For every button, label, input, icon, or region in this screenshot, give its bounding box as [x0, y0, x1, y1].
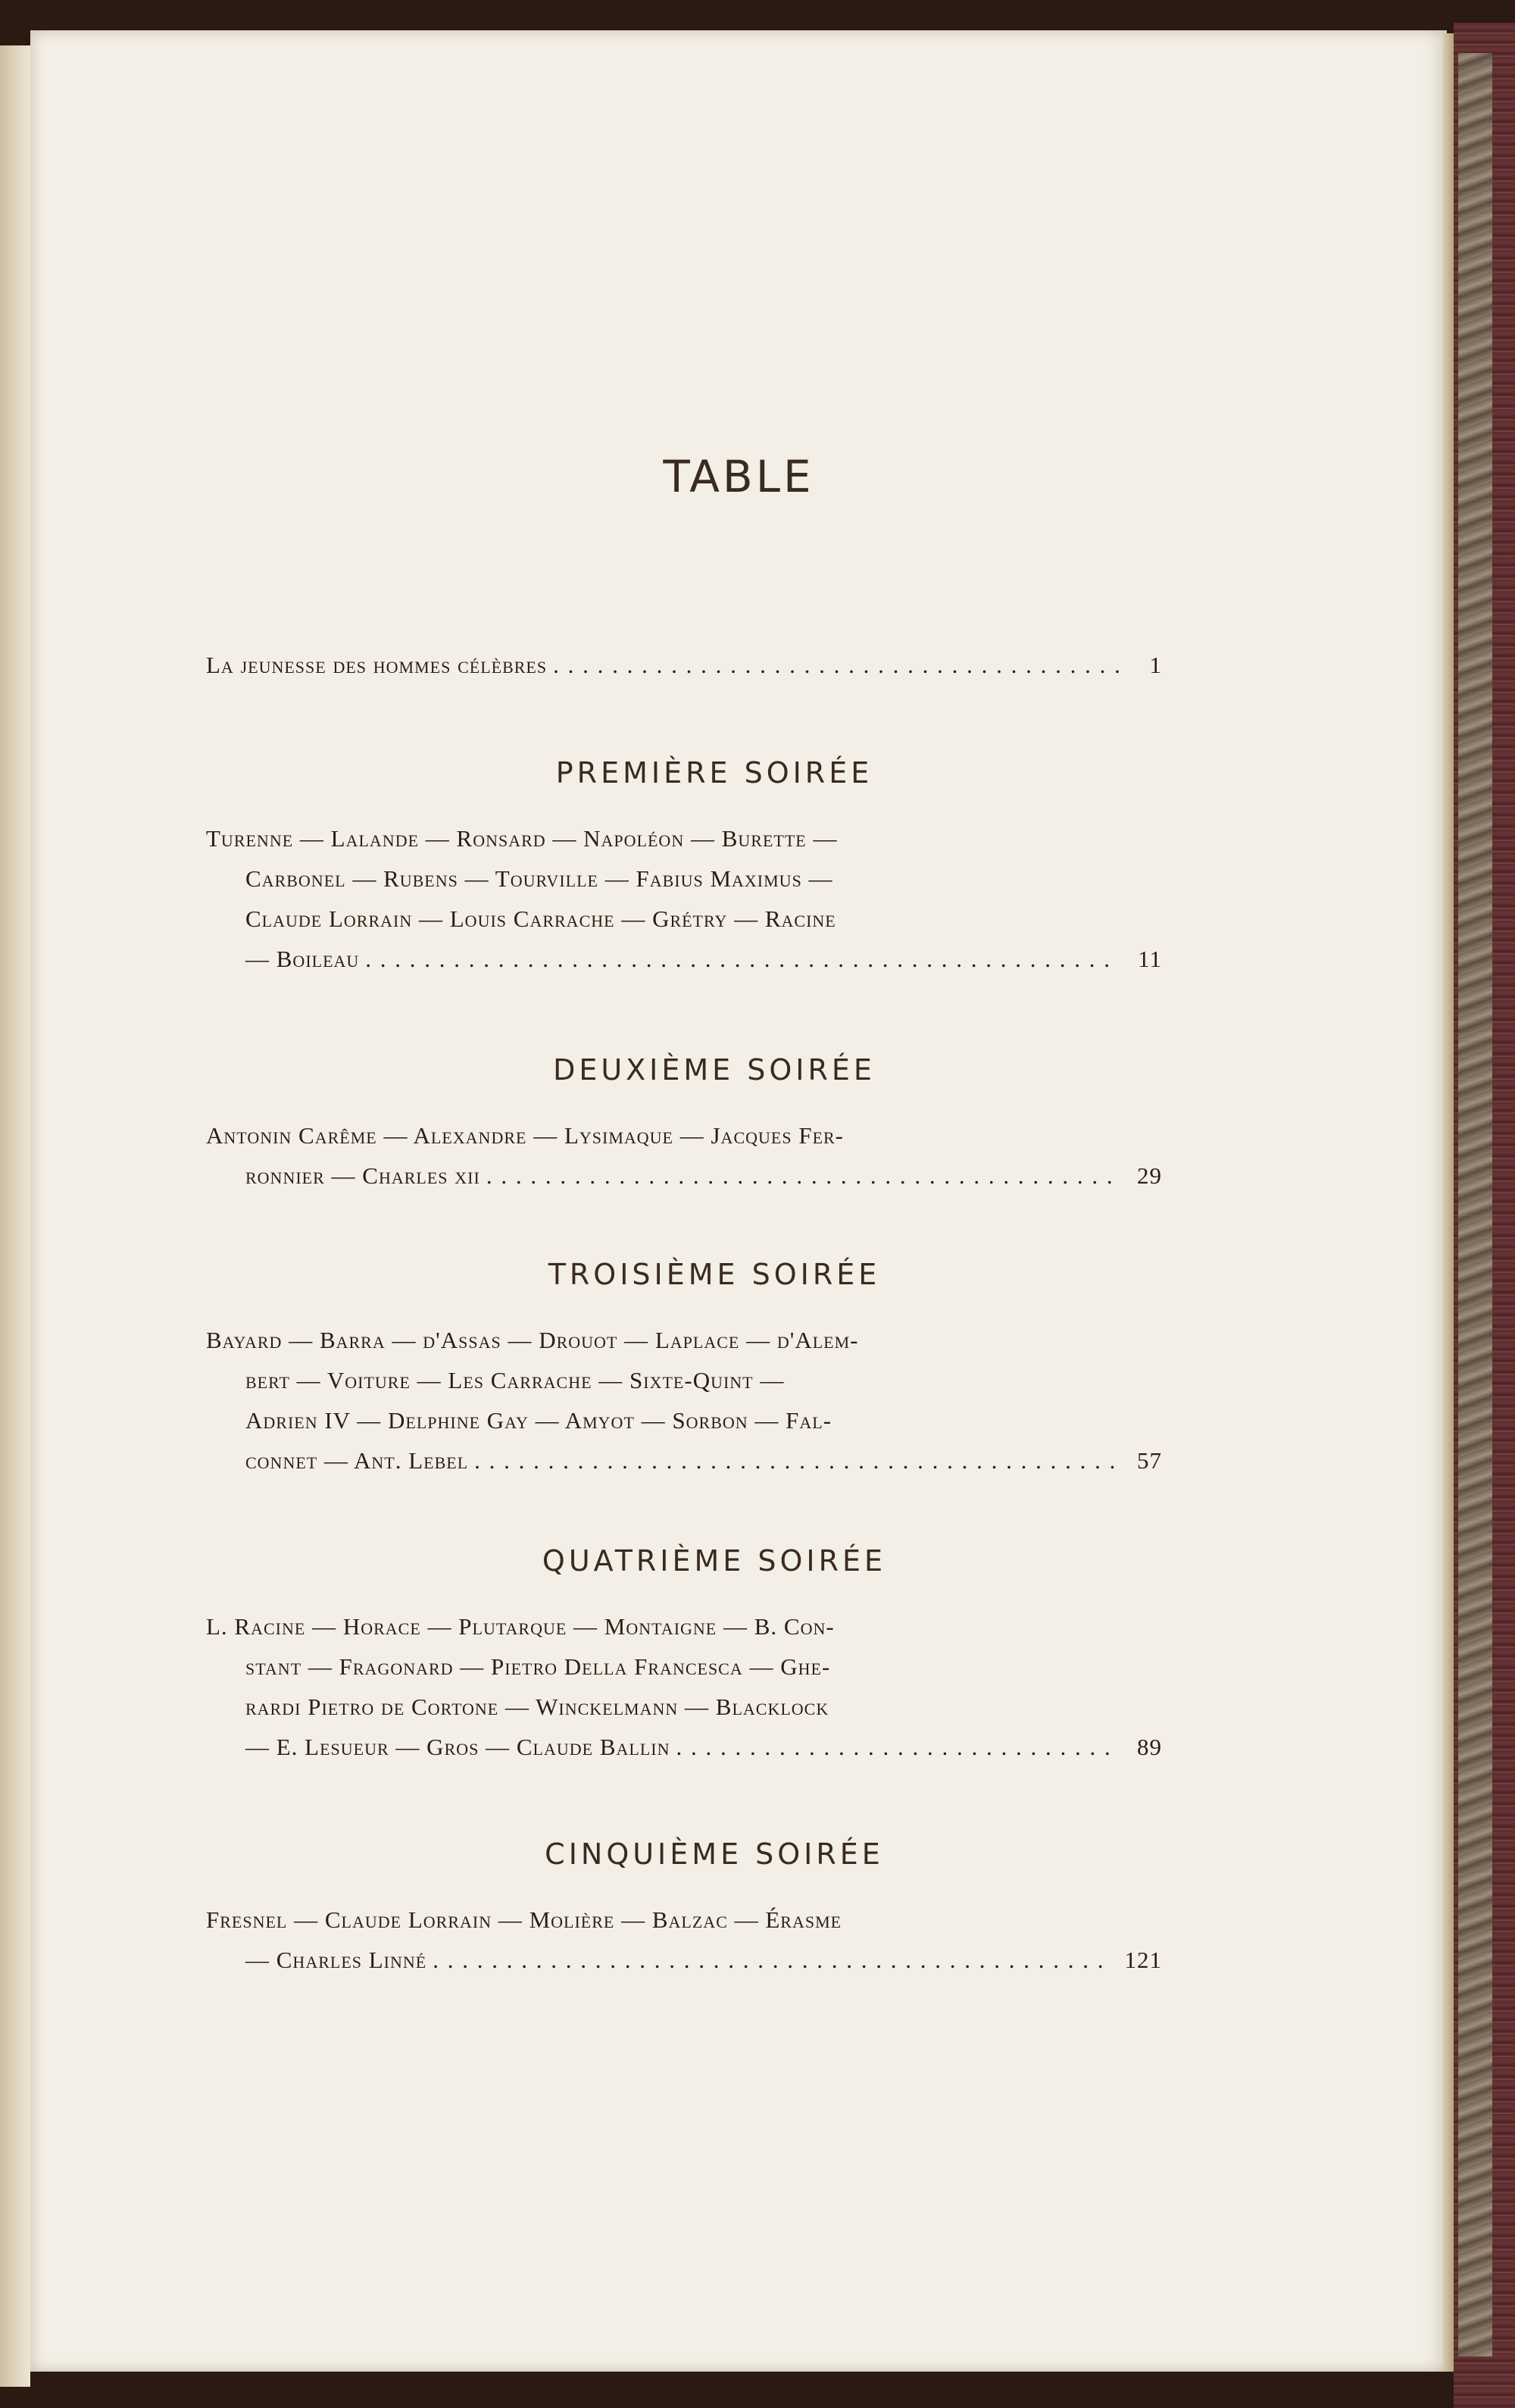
- section-last-text: ronnier — Charles xii: [245, 1162, 480, 1189]
- section-body: [206, 1606, 1162, 1767]
- facing-page-edge: [0, 45, 30, 2387]
- section-line: Turenne — Lalande — Ronsard — Napoléon — Burette —: [206, 825, 838, 852]
- section-line: rardi Pietro de Cortone — Winckelmann — Blacklock: [245, 1693, 829, 1720]
- toc-section-troisieme: [206, 1258, 1162, 1481]
- section-page-number: 11: [1138, 946, 1162, 972]
- dot-leader: [486, 1156, 1118, 1196]
- page-title: TABLE: [663, 451, 814, 502]
- section-page-number: 57: [1137, 1447, 1162, 1474]
- dot-leader: [553, 652, 1126, 679]
- section-page-number: 121: [1124, 1947, 1162, 1973]
- section-last-text: — Charles Linné: [245, 1947, 427, 1973]
- section-body: [206, 1320, 1162, 1481]
- section-line: Claude Lorrain — Louis Carrache — Grétry — Racine: [245, 905, 836, 932]
- toc-section-deuxieme: [206, 1053, 1162, 1196]
- section-heading: CINQUIÈME SOIRÉE: [545, 1837, 884, 1871]
- section-line: Carbonel — Rubens — Tourville — Fabius Maximus —: [245, 865, 833, 892]
- book-page: [30, 30, 1447, 2372]
- section-last-line: [206, 1940, 1162, 1980]
- section-last-text: — Boileau: [245, 946, 360, 972]
- section-line: Fresnel — Claude Lorrain — Molière — Balzac — Érasme: [206, 1906, 842, 1933]
- toc-intro-text: La jeunesse des hommes célèbres: [206, 652, 548, 678]
- dot-leader: [365, 939, 1118, 979]
- section-last-line: [206, 1727, 1162, 1767]
- toc-section-quatrieme: [206, 1544, 1162, 1767]
- section-line: stant — Fragonard — Pietro Della Francesca — Ghe-: [245, 1653, 831, 1680]
- toc-intro-page: 1: [1149, 652, 1162, 678]
- section-heading: DEUXIÈME SOIRÉE: [553, 1053, 876, 1087]
- section-heading: PREMIÈRE SOIRÉE: [555, 756, 873, 790]
- section-body: [206, 1900, 1162, 1980]
- section-last-line: [206, 939, 1162, 979]
- section-heading: QUATRIÈME SOIRÉE: [542, 1544, 887, 1578]
- section-line: Bayard — Barra — d'Assas — Drouot — Laplace — d'Alem-: [206, 1327, 859, 1353]
- toc-section-premiere: [206, 756, 1162, 979]
- section-last-text: — E. Lesueur — Gros — Claude Ballin: [245, 1734, 670, 1760]
- section-body: [206, 818, 1162, 979]
- dot-leader: [474, 1440, 1118, 1481]
- section-page-number: 89: [1137, 1734, 1162, 1760]
- dot-leader: [433, 1940, 1110, 1980]
- page-edge-shadow: [1443, 33, 1454, 2372]
- marbled-endpaper: [1458, 53, 1492, 2356]
- section-last-line: [206, 1156, 1162, 1196]
- section-last-text: connet — Ant. Lebel: [245, 1447, 469, 1474]
- section-heading: TROISIÈME SOIRÉE: [548, 1258, 881, 1291]
- section-line: Antonin Carême — Alexandre — Lysimaque — Jacques Fer-: [206, 1122, 844, 1149]
- toc-section-cinquieme: [206, 1837, 1162, 1980]
- toc-intro-entry: [206, 652, 1162, 679]
- section-line: bert — Voiture — Les Carrache — Sixte-Quint —: [245, 1367, 785, 1393]
- section-page-number: 29: [1137, 1162, 1162, 1189]
- section-last-line: [206, 1440, 1162, 1481]
- dot-leader: [676, 1727, 1119, 1767]
- section-line: L. Racine — Horace — Plutarque — Montaigne — B. Con-: [206, 1613, 835, 1640]
- section-body: [206, 1115, 1162, 1196]
- section-line: Adrien IV — Delphine Gay — Amyot — Sorbon — Fal-: [245, 1407, 832, 1434]
